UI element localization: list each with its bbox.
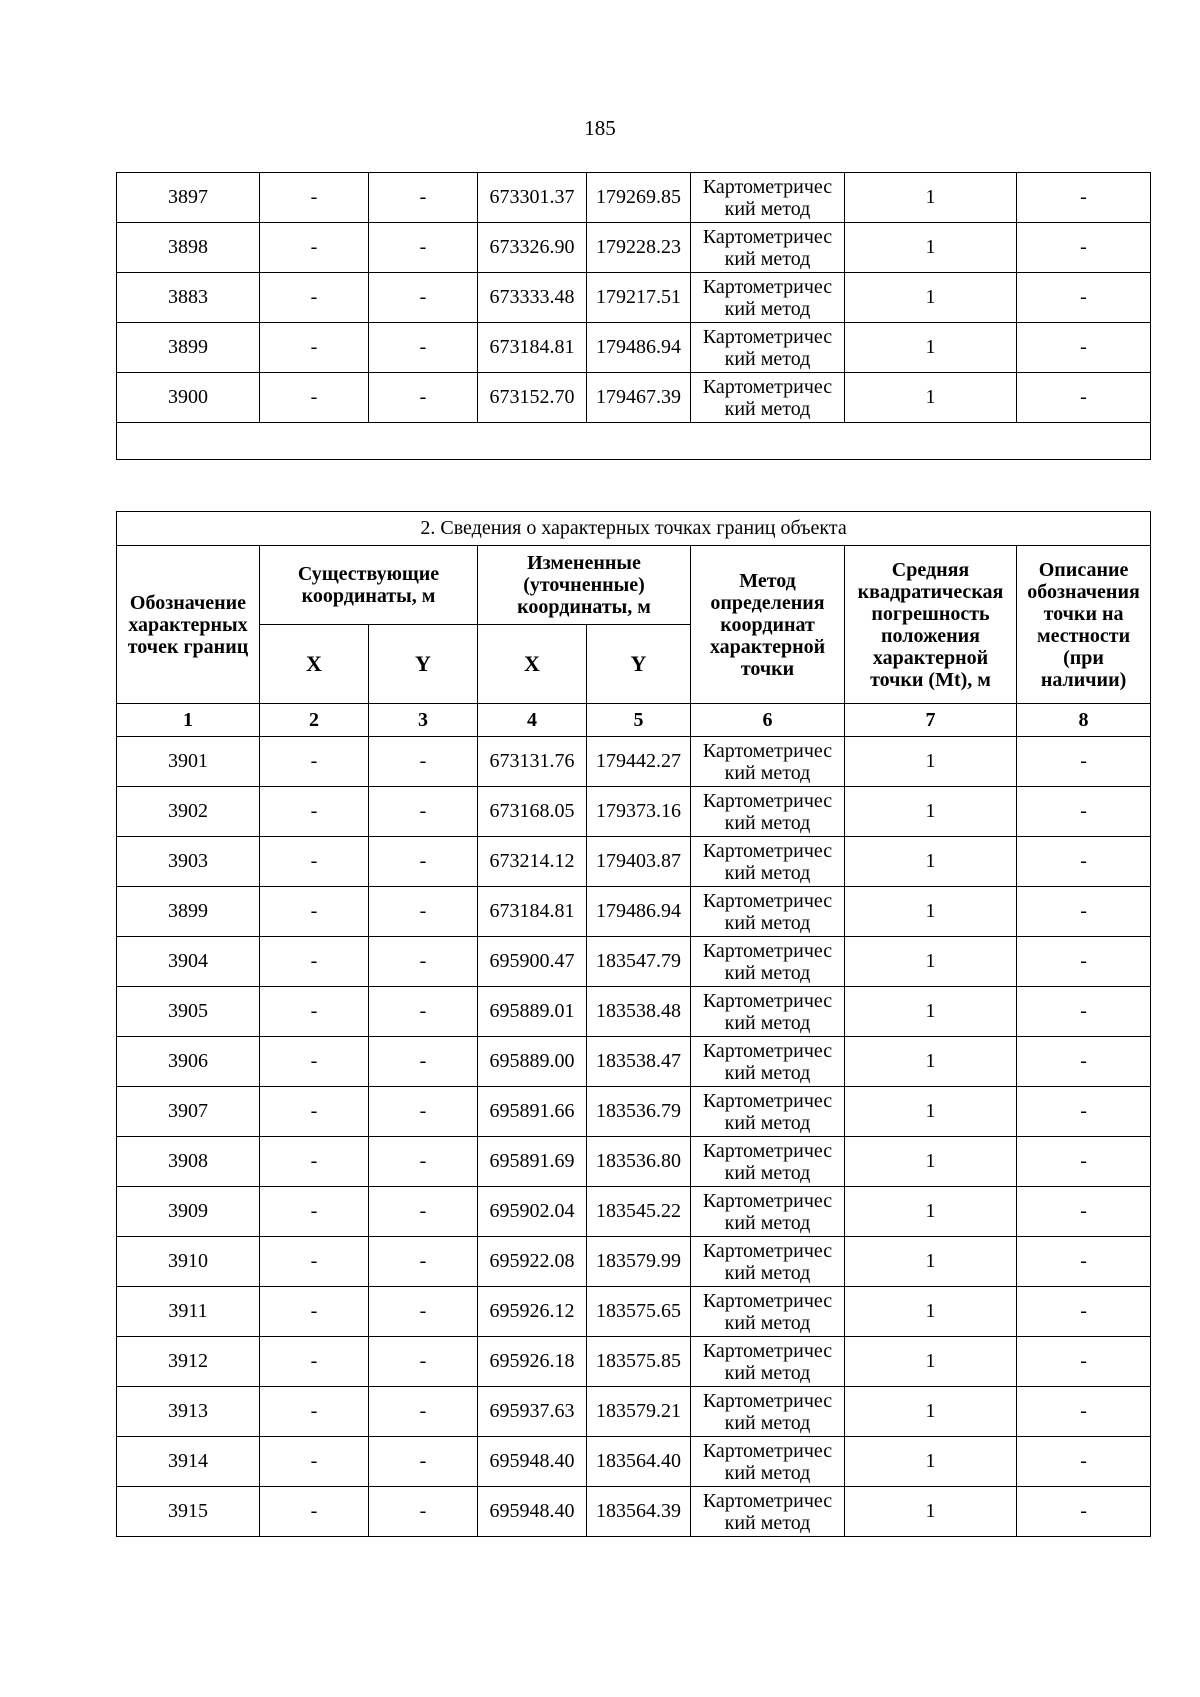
table-title: 2. Сведения о характерных точках границ объекта — [117, 512, 1151, 546]
point-id-cell: 3899 — [117, 887, 260, 937]
point-id-cell: 3905 — [117, 987, 260, 1037]
table-row — [117, 1087, 1151, 1137]
changed-y-cell: 183579.21 — [587, 1387, 691, 1437]
existing-y-cell: - — [369, 1037, 478, 1087]
existing-x-cell: - — [260, 1437, 369, 1487]
changed-y-cell: 183575.65 — [587, 1287, 691, 1337]
point-id-cell: 3897 — [117, 173, 260, 223]
existing-x-cell: - — [260, 1237, 369, 1287]
existing-x-cell: - — [260, 837, 369, 887]
changed-x-cell: 673184.81 — [478, 323, 587, 373]
method-text: кий метод — [724, 1211, 811, 1234]
table-row — [117, 1337, 1151, 1387]
mean-error-cell: 1 — [845, 737, 1017, 787]
method-cell — [691, 1037, 845, 1087]
method-cell — [691, 323, 845, 373]
column-number: 5 — [587, 704, 691, 737]
description-cell: - — [1017, 1087, 1151, 1137]
method-text: Картометричес — [702, 739, 833, 762]
point-id-cell: 3902 — [117, 787, 260, 837]
description-cell: - — [1017, 1037, 1151, 1087]
changed-y-cell: 179373.16 — [587, 787, 691, 837]
changed-y-cell: 183564.39 — [587, 1487, 691, 1537]
table-row — [117, 837, 1151, 887]
existing-y-cell: - — [369, 1437, 478, 1487]
existing-y-cell: - — [369, 323, 478, 373]
point-id-cell: 3906 — [117, 1037, 260, 1087]
method-cell — [691, 223, 845, 273]
description-cell: - — [1017, 1437, 1151, 1487]
empty-row — [117, 423, 1151, 460]
method-cell — [691, 1437, 845, 1487]
column-number: 8 — [1017, 704, 1151, 737]
description-cell: - — [1017, 1187, 1151, 1237]
method-text: кий метод — [724, 1061, 811, 1084]
description-cell: - — [1017, 1137, 1151, 1187]
mean-error-cell: 1 — [845, 1487, 1017, 1537]
description-cell: - — [1017, 1487, 1151, 1537]
changed-y-cell: 183545.22 — [587, 1187, 691, 1237]
point-id-cell: 3900 — [117, 373, 260, 423]
existing-y-cell: - — [369, 1337, 478, 1387]
changed-y-cell: 183575.85 — [587, 1337, 691, 1387]
header-mean-error: Средняя квадратическая погрешность положения характерной точки (Mt), м — [845, 546, 1017, 704]
existing-x-cell: - — [260, 323, 369, 373]
existing-x-cell: - — [260, 987, 369, 1037]
changed-x-cell: 673333.48 — [478, 273, 587, 323]
point-id-cell: 3911 — [117, 1287, 260, 1337]
method-text: кий метод — [724, 1511, 811, 1534]
method-cell — [691, 1187, 845, 1237]
mean-error-cell: 1 — [845, 1337, 1017, 1387]
changed-y-cell: 183564.40 — [587, 1437, 691, 1487]
method-text: Картометричес — [702, 839, 833, 862]
existing-x-cell: - — [260, 173, 369, 223]
changed-x-cell: 695891.66 — [478, 1087, 587, 1137]
method-cell — [691, 987, 845, 1037]
description-cell: - — [1017, 373, 1151, 423]
mean-error-cell: 1 — [845, 887, 1017, 937]
method-text: кий метод — [724, 1011, 811, 1034]
changed-x-cell: 695889.01 — [478, 987, 587, 1037]
description-cell: - — [1017, 787, 1151, 837]
point-id-cell: 3908 — [117, 1137, 260, 1187]
description-cell: - — [1017, 1387, 1151, 1437]
mean-error-cell: 1 — [845, 1187, 1017, 1237]
mean-error-cell: 1 — [845, 173, 1017, 223]
existing-x-cell: - — [260, 273, 369, 323]
table-row — [117, 987, 1151, 1037]
existing-y-cell: - — [369, 1487, 478, 1537]
point-id-cell: 3914 — [117, 1437, 260, 1487]
point-id-cell: 3901 — [117, 737, 260, 787]
changed-y-cell: 183547.79 — [587, 937, 691, 987]
method-text: кий метод — [724, 1311, 811, 1334]
mean-error-cell: 1 — [845, 323, 1017, 373]
column-number: 4 — [478, 704, 587, 737]
changed-x-cell: 673214.12 — [478, 837, 587, 887]
header-existing-coords: Существующие координаты, м — [260, 546, 478, 625]
column-number: 2 — [260, 704, 369, 737]
existing-y-cell: - — [369, 1387, 478, 1437]
method-text: кий метод — [724, 347, 811, 370]
changed-y-cell: 179486.94 — [587, 323, 691, 373]
table-row — [117, 373, 1151, 423]
changed-y-cell: 183536.79 — [587, 1087, 691, 1137]
mean-error-cell: 1 — [845, 1087, 1017, 1137]
changed-y-cell: 179467.39 — [587, 373, 691, 423]
description-cell: - — [1017, 173, 1151, 223]
existing-y-cell: - — [369, 737, 478, 787]
method-text: Картометричес — [702, 1489, 833, 1512]
existing-y-cell: - — [369, 987, 478, 1037]
method-text: кий метод — [724, 961, 811, 984]
method-cell — [691, 373, 845, 423]
existing-x-cell: - — [260, 1137, 369, 1187]
existing-x-cell: - — [260, 1487, 369, 1537]
method-cell — [691, 937, 845, 987]
mean-error-cell: 1 — [845, 273, 1017, 323]
method-text: Картометричес — [702, 175, 833, 198]
method-text: кий метод — [724, 1411, 811, 1434]
column-number-row — [117, 704, 1151, 737]
existing-x-cell: - — [260, 223, 369, 273]
changed-x-cell: 695891.69 — [478, 1137, 587, 1187]
existing-y-cell: - — [369, 223, 478, 273]
continuation-table — [116, 172, 1151, 460]
table-row — [117, 223, 1151, 273]
method-text: кий метод — [724, 247, 811, 270]
mean-error-cell: 1 — [845, 1287, 1017, 1337]
method-cell — [691, 273, 845, 323]
mean-error-cell: 1 — [845, 787, 1017, 837]
header-changed-coords: Измененные (уточненные) координаты, м — [478, 546, 691, 625]
changed-y-cell: 179217.51 — [587, 273, 691, 323]
point-id-cell: 3904 — [117, 937, 260, 987]
table-row — [117, 323, 1151, 373]
mean-error-cell: 1 — [845, 837, 1017, 887]
header-existing-y: Y — [369, 625, 478, 704]
method-cell — [691, 1237, 845, 1287]
description-cell: - — [1017, 937, 1151, 987]
changed-x-cell: 673184.81 — [478, 887, 587, 937]
changed-x-cell: 695948.40 — [478, 1437, 587, 1487]
mean-error-cell: 1 — [845, 1387, 1017, 1437]
description-cell: - — [1017, 273, 1151, 323]
table-row — [117, 937, 1151, 987]
method-cell — [691, 173, 845, 223]
header-method: Метод определения координат характерной точки — [691, 546, 845, 704]
existing-y-cell: - — [369, 273, 478, 323]
point-id-cell: 3909 — [117, 1187, 260, 1237]
mean-error-cell: 1 — [845, 1037, 1017, 1087]
method-cell — [691, 1387, 845, 1437]
existing-x-cell: - — [260, 1187, 369, 1237]
description-cell: - — [1017, 223, 1151, 273]
method-cell — [691, 737, 845, 787]
changed-x-cell: 673168.05 — [478, 787, 587, 837]
table-title-row — [117, 512, 1151, 546]
changed-x-cell: 673301.37 — [478, 173, 587, 223]
point-id-cell: 3912 — [117, 1337, 260, 1387]
existing-y-cell: - — [369, 373, 478, 423]
table-row — [117, 887, 1151, 937]
method-text: кий метод — [724, 911, 811, 934]
table-row — [117, 1237, 1151, 1287]
method-cell — [691, 1487, 845, 1537]
changed-y-cell: 183536.80 — [587, 1137, 691, 1187]
existing-y-cell: - — [369, 173, 478, 223]
description-cell: - — [1017, 1287, 1151, 1337]
existing-y-cell: - — [369, 1287, 478, 1337]
method-text: Картометричес — [702, 1139, 833, 1162]
point-id-cell: 3913 — [117, 1387, 260, 1437]
existing-x-cell: - — [260, 1287, 369, 1337]
existing-y-cell: - — [369, 937, 478, 987]
changed-x-cell: 695900.47 — [478, 937, 587, 987]
header-changed-x: X — [478, 625, 587, 704]
existing-y-cell: - — [369, 787, 478, 837]
description-cell: - — [1017, 837, 1151, 887]
point-id-cell: 3883 — [117, 273, 260, 323]
method-text: кий метод — [724, 1361, 811, 1384]
description-cell: - — [1017, 1237, 1151, 1287]
existing-x-cell: - — [260, 373, 369, 423]
header-point-designation: Обозначение характерных точек границ — [117, 546, 260, 704]
table-row — [117, 1487, 1151, 1537]
description-cell: - — [1017, 1337, 1151, 1387]
method-text: кий метод — [724, 761, 811, 784]
existing-y-cell: - — [369, 1087, 478, 1137]
changed-x-cell: 695948.40 — [478, 1487, 587, 1537]
point-id-cell: 3899 — [117, 323, 260, 373]
mean-error-cell: 1 — [845, 373, 1017, 423]
changed-x-cell: 673131.76 — [478, 737, 587, 787]
table-row — [117, 1037, 1151, 1087]
changed-x-cell: 695889.00 — [478, 1037, 587, 1087]
table-row — [117, 1437, 1151, 1487]
mean-error-cell: 1 — [845, 1437, 1017, 1487]
method-text: кий метод — [724, 1161, 811, 1184]
method-text: Картометричес — [702, 1239, 833, 1262]
method-text: Картометричес — [702, 1039, 833, 1062]
method-cell — [691, 787, 845, 837]
existing-y-cell: - — [369, 1137, 478, 1187]
changed-x-cell: 673152.70 — [478, 373, 587, 423]
method-text: кий метод — [724, 1461, 811, 1484]
existing-x-cell: - — [260, 1337, 369, 1387]
column-number: 6 — [691, 704, 845, 737]
method-text: Картометричес — [702, 1339, 833, 1362]
boundary-points-table — [116, 511, 1151, 1537]
changed-y-cell: 179269.85 — [587, 173, 691, 223]
point-id-cell: 3903 — [117, 837, 260, 887]
page-number: 185 — [584, 116, 616, 140]
description-cell: - — [1017, 323, 1151, 373]
method-text: Картометричес — [702, 789, 833, 812]
table-row — [117, 1137, 1151, 1187]
table-row — [117, 1187, 1151, 1237]
changed-x-cell: 695902.04 — [478, 1187, 587, 1237]
method-cell — [691, 1137, 845, 1187]
method-text: кий метод — [724, 861, 811, 884]
table-row — [117, 1287, 1151, 1337]
changed-x-cell: 695937.63 — [478, 1387, 587, 1437]
method-text: Картометричес — [702, 375, 833, 398]
existing-x-cell: - — [260, 1087, 369, 1137]
point-id-cell: 3907 — [117, 1087, 260, 1137]
mean-error-cell: 1 — [845, 1237, 1017, 1287]
mean-error-cell: 1 — [845, 987, 1017, 1037]
method-text: Картометричес — [702, 1439, 833, 1462]
method-text: кий метод — [724, 397, 811, 420]
column-number: 3 — [369, 704, 478, 737]
table-row — [117, 173, 1151, 223]
changed-x-cell: 695926.12 — [478, 1287, 587, 1337]
method-text: кий метод — [724, 811, 811, 834]
changed-x-cell: 695926.18 — [478, 1337, 587, 1387]
existing-x-cell: - — [260, 1037, 369, 1087]
column-number: 1 — [117, 704, 260, 737]
method-text: Картометричес — [702, 275, 833, 298]
mean-error-cell: 1 — [845, 223, 1017, 273]
method-cell — [691, 1337, 845, 1387]
method-text: кий метод — [724, 297, 811, 320]
table-row — [117, 1387, 1151, 1437]
changed-y-cell: 183538.47 — [587, 1037, 691, 1087]
method-cell — [691, 887, 845, 937]
method-cell — [691, 1087, 845, 1137]
existing-y-cell: - — [369, 837, 478, 887]
method-text: кий метод — [724, 1261, 811, 1284]
method-text: Картометричес — [702, 889, 833, 912]
changed-y-cell: 183579.99 — [587, 1237, 691, 1287]
point-id-cell: 3915 — [117, 1487, 260, 1537]
point-id-cell: 3910 — [117, 1237, 260, 1287]
changed-y-cell: 179442.27 — [587, 737, 691, 787]
method-text: Картометричес — [702, 325, 833, 348]
header-changed-y: Y — [587, 625, 691, 704]
point-id-cell: 3898 — [117, 223, 260, 273]
method-cell — [691, 837, 845, 887]
method-text: Картометричес — [702, 1189, 833, 1212]
method-text: Картометричес — [702, 1089, 833, 1112]
method-text: кий метод — [724, 197, 811, 220]
changed-y-cell: 179486.94 — [587, 887, 691, 937]
table-row — [117, 787, 1151, 837]
description-cell: - — [1017, 887, 1151, 937]
existing-x-cell: - — [260, 937, 369, 987]
method-text: Картометричес — [702, 939, 833, 962]
existing-x-cell: - — [260, 737, 369, 787]
continuation-table-body — [117, 173, 1151, 460]
description-cell: - — [1017, 737, 1151, 787]
existing-y-cell: - — [369, 1237, 478, 1287]
changed-y-cell: 179403.87 — [587, 837, 691, 887]
changed-x-cell: 673326.90 — [478, 223, 587, 273]
existing-x-cell: - — [260, 787, 369, 837]
mean-error-cell: 1 — [845, 1137, 1017, 1187]
changed-y-cell: 183538.48 — [587, 987, 691, 1037]
boundary-points-table-body — [117, 737, 1151, 1537]
header-existing-x: X — [260, 625, 369, 704]
header-row-1 — [117, 546, 1151, 625]
method-text: Картометричес — [702, 1289, 833, 1312]
table-row — [117, 737, 1151, 787]
method-text: Картометричес — [702, 225, 833, 248]
existing-x-cell: - — [260, 887, 369, 937]
existing-y-cell: - — [369, 887, 478, 937]
method-text: кий метод — [724, 1111, 811, 1134]
existing-x-cell: - — [260, 1387, 369, 1437]
method-cell — [691, 1287, 845, 1337]
method-text: Картометричес — [702, 1389, 833, 1412]
changed-x-cell: 695922.08 — [478, 1237, 587, 1287]
changed-y-cell: 179228.23 — [587, 223, 691, 273]
table-row — [117, 273, 1151, 323]
header-description: Описание обозначения точки на местности (при наличии) — [1017, 546, 1151, 704]
existing-y-cell: - — [369, 1187, 478, 1237]
empty-cell — [117, 423, 1151, 460]
mean-error-cell: 1 — [845, 937, 1017, 987]
method-text: Картометричес — [702, 989, 833, 1012]
description-cell: - — [1017, 987, 1151, 1037]
column-number: 7 — [845, 704, 1017, 737]
